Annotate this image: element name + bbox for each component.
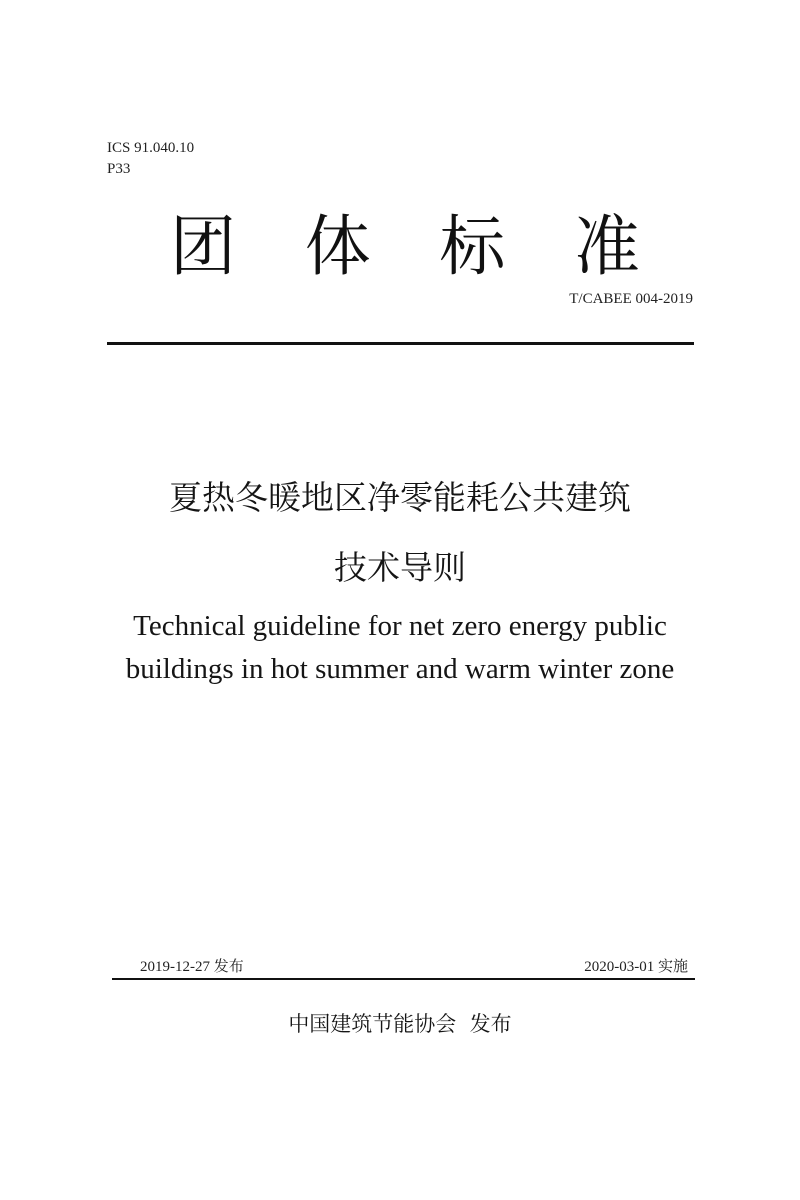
standard-type-char: 准 bbox=[573, 208, 640, 285]
title-english-line-1: Technical guideline for net zero energy public bbox=[133, 610, 667, 642]
standard-type-char: 团 bbox=[170, 208, 236, 285]
standard-number: T/CABEE 004-2019 bbox=[569, 291, 693, 307]
ccs-code: P33 bbox=[107, 161, 131, 177]
title-chinese-line-2: 技术导则 bbox=[334, 548, 466, 587]
ics-code: ICS 91.040.10 bbox=[107, 140, 195, 156]
bottom-divider bbox=[112, 978, 695, 980]
implementation-date: 2020-03-01 实施 bbox=[584, 959, 688, 975]
standard-type-char: 标 bbox=[439, 208, 506, 285]
publisher: 中国建筑节能协会 发布 bbox=[288, 1012, 512, 1036]
title-english-line-2: buildings in hot summer and warm winter zone bbox=[125, 653, 675, 685]
standard-type-heading bbox=[170, 205, 640, 289]
title-chinese-line-1: 夏热冬暖地区净零能耗公共建筑 bbox=[169, 478, 631, 517]
standard-type-char: 体 bbox=[304, 208, 371, 285]
issue-date: 2019-12-27 发布 bbox=[140, 959, 244, 975]
top-divider bbox=[107, 342, 694, 345]
